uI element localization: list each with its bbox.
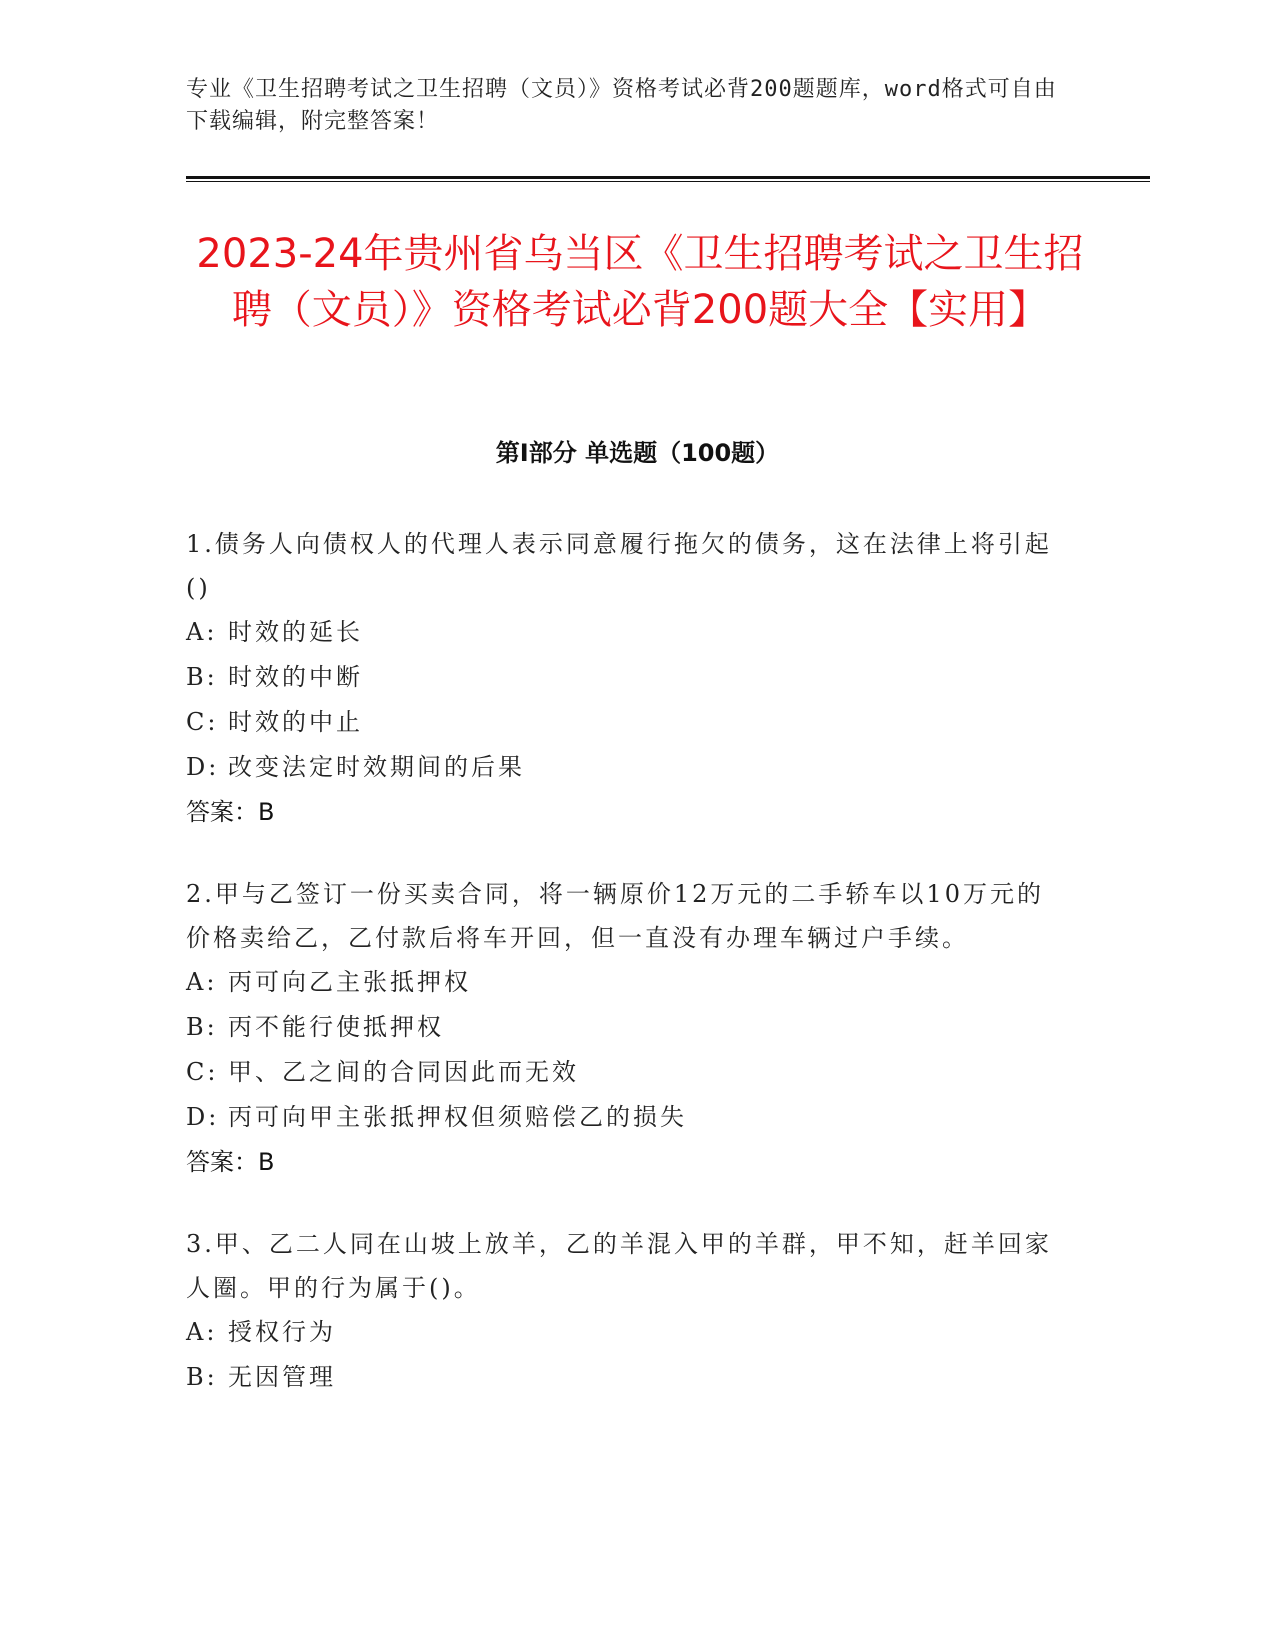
question-list (186, 522, 1066, 1437)
section-heading: 第Ⅰ部分 单选题（100题） (495, 439, 780, 467)
answer-line: 答案：B (186, 798, 275, 826)
question-1 (186, 522, 1066, 835)
answer-line: 答案：B (186, 1148, 275, 1176)
option-letter: C: (186, 708, 219, 736)
option-text: 时效的中断 (228, 663, 363, 691)
document-title: 2023-24年贵州省乌当区《卫生招聘考试之卫生招聘（文员）》资格考试必背200题大全【实用】 (196, 231, 1084, 333)
question-stem: 2.甲与乙签订一份买卖合同，将一辆原价12万元的二手轿车以10万元的价格卖给乙，乙付款后将车开回，但一直没有办理车辆过户手续。 (186, 880, 1044, 952)
option-d (186, 745, 1066, 790)
option-text: 丙可向乙主张抵押权 (228, 968, 471, 996)
option-a (186, 610, 1066, 655)
option-letter: B: (186, 1363, 218, 1391)
header-note: 专业《卫生招聘考试之卫生招聘（文员）》资格考试必背200题题库，word格式可自由下载编辑，附完整答案！ (186, 77, 1057, 134)
option-letter: B: (186, 1013, 218, 1041)
question-stem: 1.债务人向债权人的代理人表示同意履行拖欠的债务，这在法律上将引起() (186, 530, 1052, 602)
option-b (186, 1005, 1066, 1050)
option-b (186, 1355, 1066, 1400)
option-b (186, 655, 1066, 700)
option-text: 甲、乙之间的合同因此而无效 (228, 1058, 579, 1086)
option-letter: A: (186, 618, 218, 646)
option-text: 授权行为 (228, 1318, 336, 1346)
option-text: 丙可向甲主张抵押权但须赔偿乙的损失 (228, 1103, 687, 1131)
option-letter: D: (186, 1103, 220, 1131)
question-3 (186, 1222, 1066, 1400)
question-2 (186, 872, 1066, 1185)
option-c (186, 700, 1066, 745)
option-text: 时效的中止 (228, 708, 363, 736)
option-letter: C: (186, 1058, 219, 1086)
option-text: 改变法定时效期间的后果 (228, 753, 525, 781)
option-text: 时效的延长 (228, 618, 363, 646)
option-a (186, 960, 1066, 1005)
option-letter: B: (186, 663, 218, 691)
option-letter: A: (186, 968, 218, 996)
option-letter: A: (186, 1318, 218, 1346)
header-divider (186, 176, 1150, 182)
option-text: 丙不能行使抵押权 (228, 1013, 444, 1041)
option-text: 无因管理 (228, 1363, 336, 1391)
option-a (186, 1310, 1066, 1355)
option-c (186, 1050, 1066, 1095)
question-stem: 3.甲、乙二人同在山坡上放羊，乙的羊混入甲的羊群，甲不知，赶羊回家人圈。甲的行为属于()。 (186, 1230, 1052, 1302)
option-d (186, 1095, 1066, 1140)
option-letter: D: (186, 753, 220, 781)
